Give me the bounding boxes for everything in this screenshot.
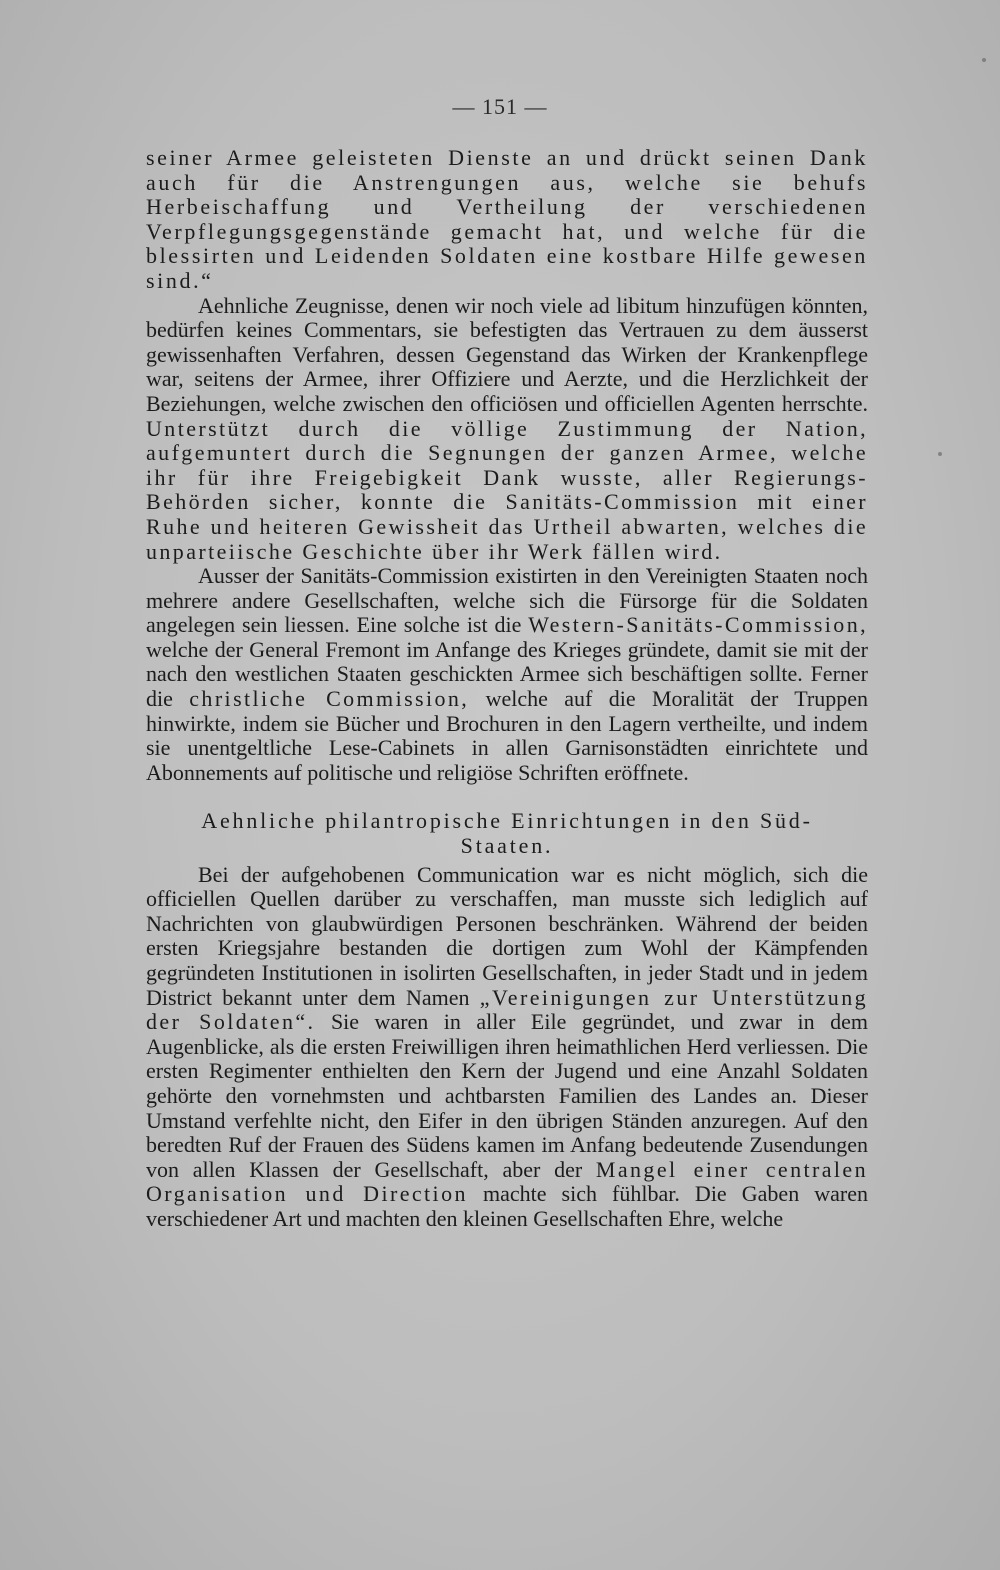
paragraph-3-text-2: welche der General Fremont im Anfange des Krieges gründete, damit sie mit der nach den westlichen Staaten geschickten Armee sich beschäftigen sollte. Ferner die [146, 636, 868, 712]
paragraph-2 [146, 294, 868, 565]
paragraph-2-spaced-text: Unterstützt durch die völlige Zustimmung der Nation, aufgemuntert durch die Segnungen der ganzen Armee, welche ihr für ihre Freigebigkeit Dank wusste, aller Regierungs-Behörden sicher, konnte die Sanitäts-Commission mit einer Ruhe und heiteren Gewissheit das Urtheil abwarten, welches die unparteiische Geschichte über ihr Werk fällen wird. [146, 415, 868, 564]
paragraph-4-text-3: machte sich fühlbar. Die Gaben waren verschiedener Art und machten den kleinen Gesellschaften Ehre, welche [146, 1181, 869, 1231]
paragraph-2-text: Aehnliche Zeugnisse, denen wir noch viele ad libitum hinzufügen könnten, bedürfen keines Commentars, sie befestigten das Vertrauen zu dem äusserst gewissenhaften Verfahren, dessen Gegenstand das Wirken der Krankenpflege war, seitens der Armee, ihrer Offiziere und Aerzte, und die Herzlichkeit der Beziehungen, welche zwischen den officiösen und officiellen Agenten herrschte. [146, 292, 868, 416]
paragraph-3-spaced-1: Western-Sanitäts-Commission, [528, 612, 869, 638]
section-heading-line-1: Aehnliche philantropische Einrichtungen in den Süd- [201, 808, 813, 834]
paragraph-3-text-1: Ausser der Sanitäts-Commission existirten in den Vereinigten Staaten noch mehrere andere Gesellschaften, welche sich die Fürsorge für die Soldaten angelegen sein liessen. Eine solche ist die [146, 563, 868, 638]
paragraph-4-text-1: Bei der aufgehobenen Communication war es nicht möglich, sich die officiellen Quellen darüber zu verschaffen, man musste sich lediglich auf Nachrichten von glaubwürdigen Personen beschränken. Während der beiden ersten Kriegsjahre bestanden die dortigen zum Wohl der Kämpfenden gegründeten Institutionen in isolirten Gesellschaften, in jeder Stadt und in jedem District bekannt unter dem Namen [146, 861, 868, 1010]
paragraph-3-spaced-2: christliche Commission, [189, 686, 470, 712]
section-heading-line-2: Staaten. [460, 833, 554, 859]
page-number: — 151 — [452, 94, 548, 119]
paragraph-3-text-3: welche auf die Moralität der Truppen hinwirkte, indem sie Bücher und Brochuren in den Lagern vertheilte, und indem sie unentgeltliche Lese-Cabinets in allen Garnisonstädten einrichtete und Abonnements auf politische und religiöse Schriften eröffnete. [146, 686, 869, 785]
section-heading [146, 809, 868, 858]
body-text [146, 146, 868, 1232]
paragraph-4-spaced-2: Mangel einer centralen Organisation und Direction [146, 1156, 868, 1207]
paragraph-4-spaced-1: „Vereinigungen zur Unterstützung der Soldaten“. [146, 984, 869, 1035]
paper-speck [938, 452, 942, 456]
paragraph-1: seiner Armee geleisteten Dienste an und drückt seinen Dank auch für die Anstrengungen aus, welche sie behufs Herbeischaffung und Vertheilung der verschiedenen Verpflegungsgegenstände gemacht hat, und welche für die blessirten und Leidenden Soldaten eine kostbare Hilfe gewesen sind.“ [146, 145, 868, 293]
paragraph-4 [146, 863, 868, 1232]
paper-speck [982, 58, 986, 62]
paragraph-4-text-2: Sie waren in aller Eile gegründet, und zwar in dem Augenblicke, als die ersten Freiwilligen ihren heimathlichen Herd verliessen. Die ersten Regimenter enthielten den Kern der Jugend und eine Anzahl Soldaten gehörte den vornehmsten und achtbarsten Familien des Landes an. Dieser Umstand verfehlte nicht, den Eifer in den übrigen Ständen anzuregen. Auf den beredten Ruf der Frauen des Südens kamen im Anfang bedeutende Zusendungen von allen Klassen der Gesellschaft, aber der [146, 1009, 868, 1182]
paragraph-3 [146, 564, 868, 785]
